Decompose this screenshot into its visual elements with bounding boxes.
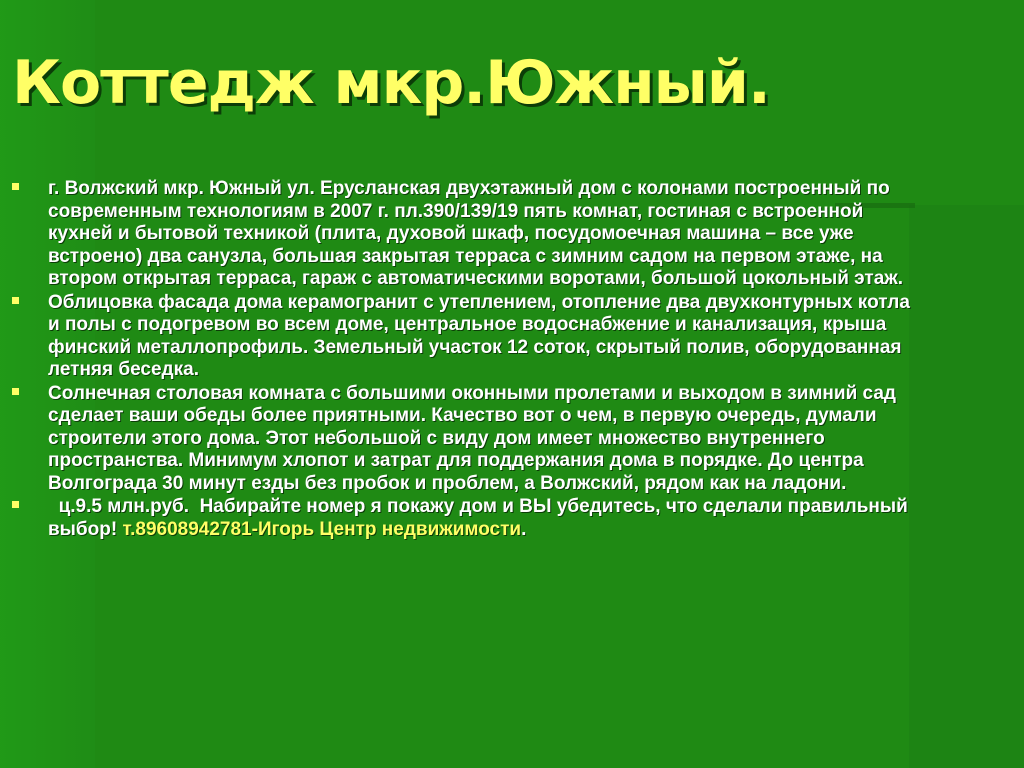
list-item-end: . bbox=[521, 518, 527, 540]
list-item-text: Облицовка фасада дома керамогранит с утеплением, отопление два двухконтурных котла и полы с подогревом во всем доме, центральное водоснабжение и канализация, крыша финский металлопрофиль. Земельный участок 12 соток, скрытый полив, оборудованная летняя беседка. bbox=[48, 291, 910, 380]
list-item-text: г. Волжский мкр. Южный ул. Еруслaнская двухэтажный дом с колонами построенный по современным технологиям в 2007 г. пл.390/139/19 пять комнат, гостиная с встроенной кухней и бытовой техникой (плита, духовой шкаф, посудомоечная машина – все уже встроено) два санузла, большая закрытая терраса с зимним садом на первом этаже, на втором открытая терраса, гараж с автоматическими воротами, большой цокольный этаж. bbox=[48, 178, 904, 289]
list-item bbox=[12, 292, 912, 382]
square-bullet-icon bbox=[12, 388, 19, 395]
slide-title: Коттедж мкр.Южный. bbox=[12, 48, 770, 118]
square-bullet-icon bbox=[12, 183, 19, 190]
contact-phone[interactable]: т.89608942781-Игорь Центр недвижимости bbox=[122, 518, 522, 540]
square-bullet-icon bbox=[12, 297, 19, 304]
list-item-text: Солнечная столовая комната с большими оконными пролетами и выходом в зимний сад сделает ваши обеды более приятными. Качество вот о чем, в первую очередь, думали строители этого дома. Этот небольшой с виду дом имеет множество внутреннего пространства. Минимум хлопот и затрат для поддержания дома в порядке. До центра Волгограда 30 минут езды без пробок и проблем, а Волжский, рядом как на ладони. bbox=[48, 382, 896, 494]
list-item bbox=[12, 383, 912, 496]
list-item-text: ц.9.5 млн.руб. Набирайте номер я покажу дом и ВЫ убедитесь, что сделали правильный выбор! bbox=[48, 496, 914, 540]
square-bullet-icon bbox=[12, 501, 19, 508]
list-item bbox=[12, 178, 912, 291]
list-item bbox=[12, 496, 912, 541]
slide-body-list bbox=[12, 178, 912, 542]
background-right-band bbox=[909, 205, 1024, 768]
